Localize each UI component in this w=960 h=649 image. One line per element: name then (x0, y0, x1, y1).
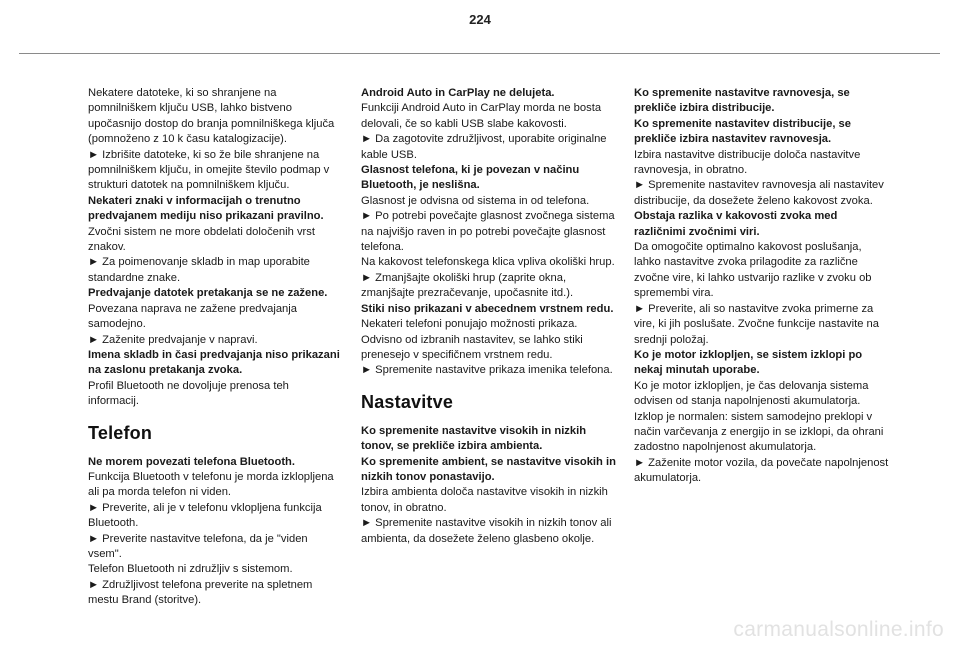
subsection-heading: Imena skladb in časi predvajanja niso prikazani na zaslonu pretakanja zvoka. (88, 348, 340, 377)
body-paragraph: Zvočni sistem ne more obdelati določenih vrst znakov. (88, 225, 315, 254)
subsection-heading: Stiki niso prikazani v abecednem vrstnem redu. (361, 302, 614, 315)
body-paragraph: Nekatere datoteke, ki so shranjene na pomnilniškem ključu USB, lahko bistveno upočasnijo dostop do branja pomnilniškega ključa (pomnoženo z 10 k času katalogizacije). (88, 87, 335, 146)
text-column-2 (361, 86, 617, 547)
body-paragraph: ► Da zagotovite združljivost, uporabite originalne kable USB. (361, 133, 607, 161)
page-number: 224 (469, 12, 491, 27)
subsection-heading: Ko spremenite nastavitev distribucije, se prekliče izbira nastavitev ravnovesja. (634, 117, 851, 146)
text-column-3 (634, 86, 890, 487)
body-paragraph: Profil Bluetooth ne dovoljuje prenosa teh informacij. (88, 379, 289, 408)
body-paragraph: ► Spremenite nastavitve visokih in nizkih tonov ali ambienta, da dosežete želeno glasbeno okolje. (361, 517, 612, 545)
subsection-heading: Ko spremenite ambient, se nastavitve visokih in nizkih tonov ponastavijo. (361, 455, 616, 483)
body-paragraph: ► Po potrebi povečajte glasnost zvočnega sistema na najvišjo raven in po potrebi povečajte glasnost telefona. (361, 210, 615, 254)
body-paragraph: Izklop je normalen: sistem samodejno preklopi v način varčevanja z energijo in se izklopi, da ohrani zadostno napolnjenost akumulatorja. (634, 410, 884, 454)
body-paragraph: ► Za poimenovanje skladb in map uporabite standardne znake. (88, 256, 310, 284)
text-column-1 (88, 86, 340, 609)
body-paragraph: Telefon Bluetooth ni združljiv s sistemom. (88, 563, 293, 576)
body-paragraph: Funkcija Bluetooth v telefonu je morda izklopljena ali pa morda telefon ni viden. (88, 470, 334, 499)
header-divider (19, 53, 940, 54)
body-paragraph: ► Združljivost telefona preverite na spletnem mestu Brand (storitve). (88, 578, 313, 607)
section-heading: Nastavitve (361, 391, 454, 412)
body-paragraph: ► Spremenite nastavitev ravnovesja ali nastavitev distribucije, da dosežete želeno kakovost zvoka. (634, 179, 884, 207)
body-paragraph: Da omogočite optimalno kakovost poslušanja, lahko nastavitve zvoka prilagodite za različne zvočne vire, ki lahko ustvarijo razlike v zvoku ob spremembi vira. (634, 241, 872, 300)
body-paragraph: ► Spremenite nastavitve prikaza imenika telefona. (361, 364, 613, 377)
body-paragraph: Ko je motor izklopljen, je čas delovanja sistema odvisen od stanja napolnjenosti akumulatorja. (634, 379, 869, 408)
body-paragraph: Na kakovost telefonskega klica vpliva okoliški hrup. (361, 256, 615, 269)
subsection-heading: Android Auto in CarPlay ne delujeta. (361, 87, 555, 99)
body-paragraph: Povezana naprava ne zažene predvajanja samodejno. (88, 302, 297, 331)
body-paragraph: Glasnost je odvisna od sistema in od telefona. (361, 194, 590, 207)
body-paragraph: ► Preverite, ali je v telefonu vklopljena funkcija Bluetooth. (88, 501, 322, 530)
subsection-heading: Ko je motor izklopljen, se sistem izklopi po nekaj minutah uporabe. (634, 348, 863, 377)
body-paragraph: ► Izbrišite datoteke, ki so že bile shranjene na pomnilniškem ključu, in omejite število podmap v strukturi datotek na pomnilniškem ključu. (88, 148, 330, 192)
body-paragraph: Funkciji Android Auto in CarPlay morda ne bosta delovali, če so kabli USB slabe kakovosti. (361, 102, 602, 130)
subsection-heading: Ko spremenite nastavitve ravnovesja, se prekliče izbira distribucije. (634, 87, 850, 115)
subsection-heading: Ne morem povezati telefona Bluetooth. (88, 455, 295, 468)
body-paragraph: ► Zaženite motor vozila, da povečate napolnjenost akumulatorja. (634, 456, 889, 485)
subsection-heading: Predvajanje datotek pretakanja se ne zažene. (88, 287, 328, 300)
subsection-heading: Ko spremenite nastavitve visokih in nizkih tonov, se prekliče izbira ambienta. (361, 424, 587, 453)
body-paragraph: ► Zaženite predvajanje v napravi. (88, 333, 258, 346)
body-paragraph: Izbira nastavitve distribucije določa nastavitve ravnovesja, in obratno. (634, 148, 861, 177)
body-paragraph: ► Preverite, ali so nastavitve zvoka primerne za vire, ki jih poslušate. Zvočne funkcije nastavite na srednji položaj. (634, 302, 880, 346)
body-paragraph: ► Preverite nastavitve telefona, da je "viden vsem". (88, 532, 308, 560)
body-paragraph: ► Zmanjšajte okoliški hrup (zaprite okna, zmanjšajte prezračevanje, upočasnite itd.). (361, 271, 574, 300)
watermark-text: carmanualsonline.info (733, 618, 944, 641)
body-paragraph: Izbira ambienta določa nastavitve visokih in nizkih tonov, in obratno. (361, 486, 608, 514)
body-paragraph: Nekateri telefoni ponujajo možnosti prikaza. Odvisno od izbranih nastavitev, se lahko stiki prenesejo v specifičnem vrstnem redu. (361, 318, 583, 361)
subsection-heading: Nekateri znaki v informacijah o trenutno predvajanem mediju niso prikazani pravilno. (88, 194, 324, 223)
subsection-heading: Obstaja razlika v kakovosti zvoka med različnimi zvočnimi viri. (634, 210, 838, 238)
section-heading: Telefon (88, 422, 153, 443)
subsection-heading: Glasnost telefona, ki je povezan v načinu Bluetooth, je neslišna. (361, 164, 580, 192)
